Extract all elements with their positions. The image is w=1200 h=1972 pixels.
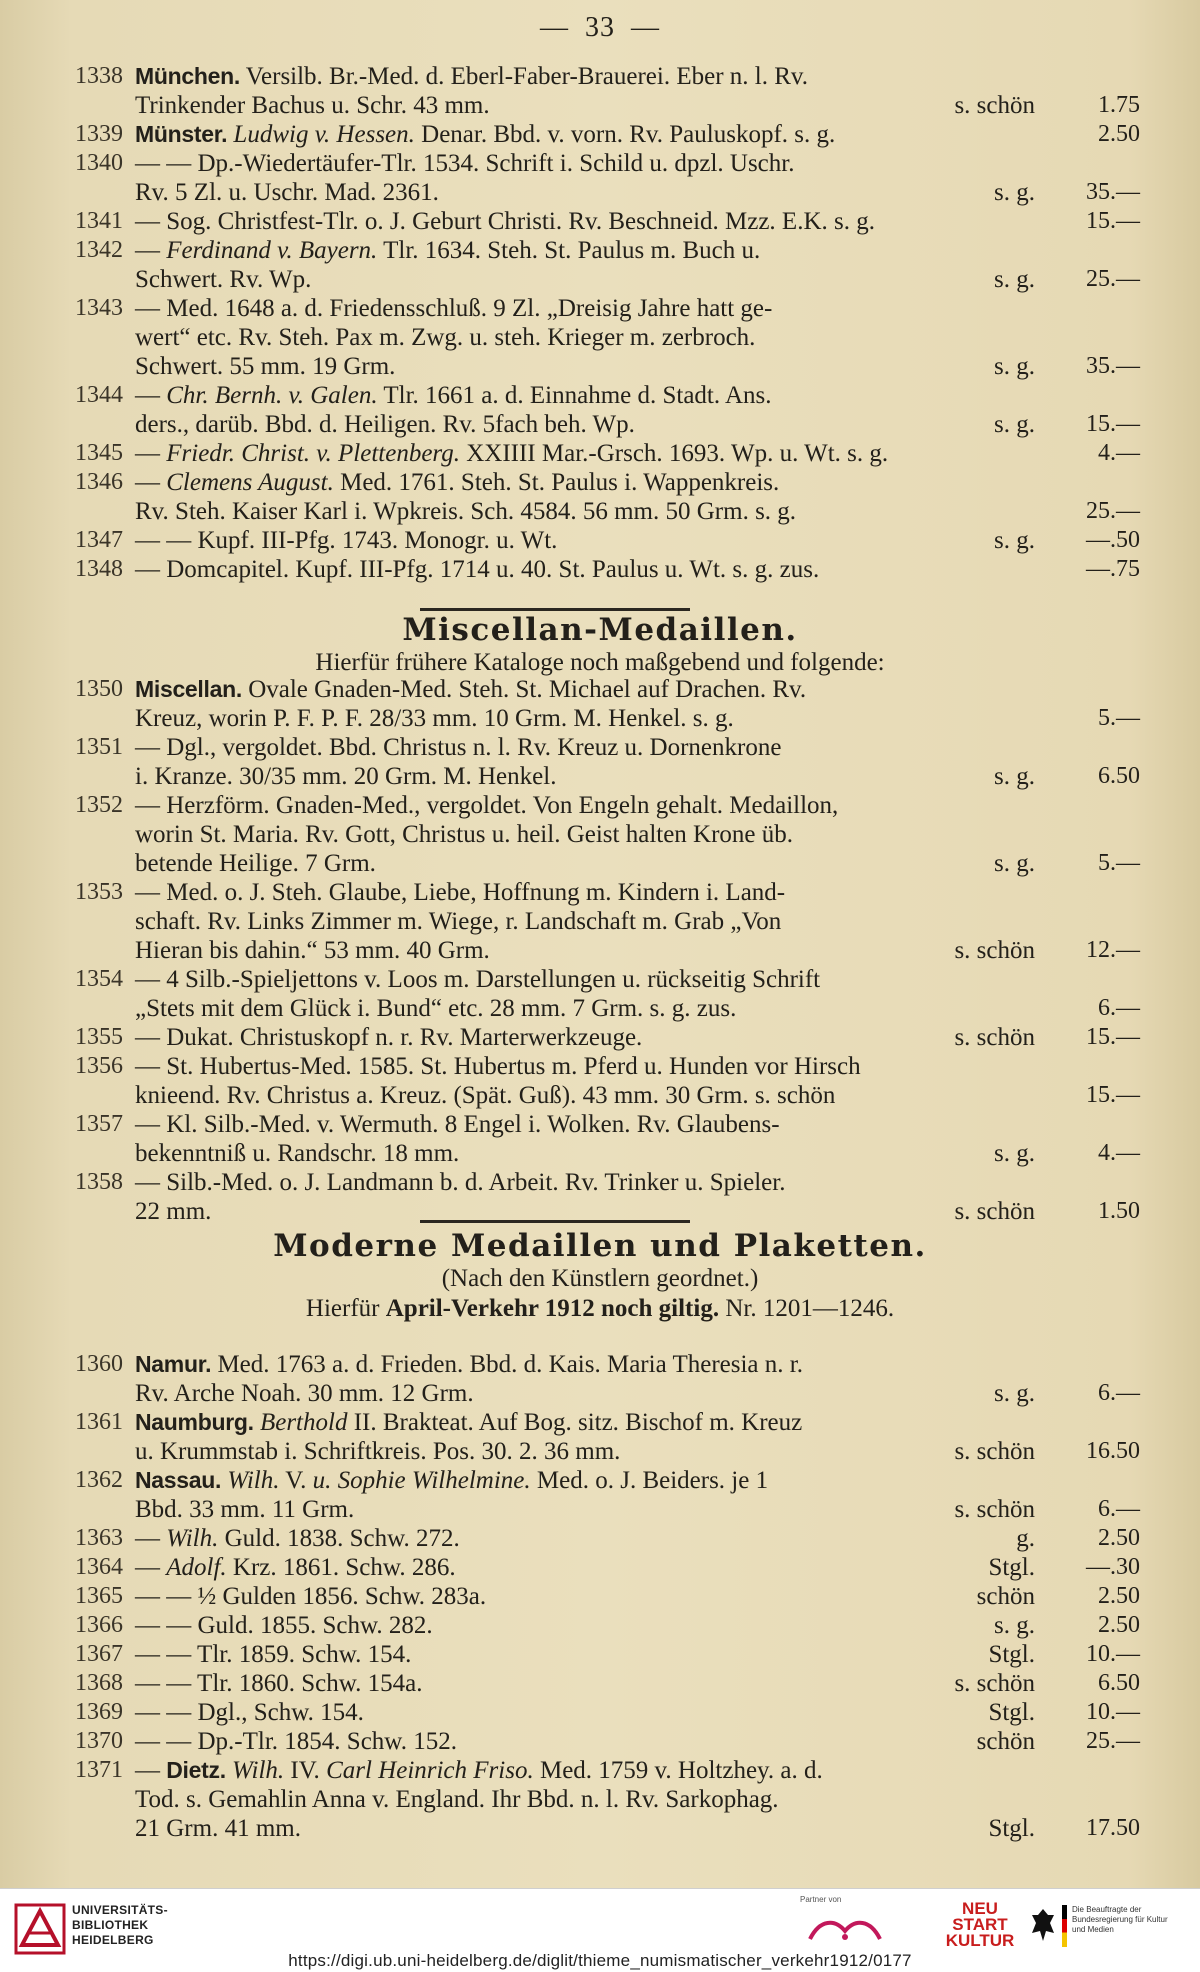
entry-number: 1344 bbox=[75, 382, 123, 408]
entry-text-line bbox=[135, 62, 1035, 91]
entry-text-line bbox=[135, 1640, 1035, 1669]
entry-price: 4.— bbox=[1098, 440, 1140, 466]
condition-grade: Stgl. bbox=[988, 1641, 1035, 1668]
entry-price: 6.— bbox=[1098, 1496, 1140, 1522]
partner-label: Partner von bbox=[800, 1895, 842, 1904]
entry-text-line bbox=[135, 439, 1035, 468]
bkm-label: Die Beauftragte der Bundesregierung für Kultur und Medien bbox=[1072, 1905, 1168, 1934]
entry-text: — bbox=[135, 469, 167, 496]
ruler-name: Berthold bbox=[259, 1409, 348, 1436]
entry-text-line bbox=[135, 236, 1035, 265]
entry-price: 15.— bbox=[1086, 1024, 1140, 1050]
entry-text: XXIIII Mar.-Grsch. 1693. Wp. u. Wt. s. g. bbox=[459, 440, 889, 467]
entries-miscellan bbox=[55, 675, 1145, 1226]
entry-text-line bbox=[135, 381, 1035, 410]
entry-number: 1371 bbox=[75, 1757, 123, 1783]
entry-price: 2.50 bbox=[1098, 1525, 1140, 1551]
section-divider bbox=[420, 608, 690, 611]
entry-number: 1369 bbox=[75, 1699, 123, 1725]
ruler-name: Friedr. Christ. v. Plettenberg. bbox=[166, 440, 460, 467]
catalogue-entry bbox=[55, 1727, 1145, 1756]
catalogue-entry bbox=[55, 965, 1145, 1023]
catalogue-entry bbox=[55, 1052, 1145, 1110]
entry-text-line bbox=[135, 1466, 1035, 1495]
entry-number: 1357 bbox=[75, 1111, 123, 1137]
condition-grade: s. schön bbox=[954, 1496, 1035, 1523]
entry-text-line bbox=[135, 675, 1035, 704]
entry-number: 1355 bbox=[75, 1024, 123, 1050]
section-heading-moderne bbox=[0, 1228, 1200, 1324]
entry-price: 5.— bbox=[1098, 705, 1140, 731]
entry-text: — — Kupf. III-Pfg. 1743. Monogr. u. Wt. bbox=[135, 527, 558, 554]
entry-text: Denar. Bbd. v. vorn. Rv. Pauluskopf. s. g. bbox=[414, 121, 836, 148]
entry-text-line bbox=[135, 704, 1035, 733]
entry-text-line bbox=[135, 1350, 1035, 1379]
entry-price: 6.— bbox=[1098, 1380, 1140, 1406]
entry-text: IV. bbox=[284, 1757, 327, 1784]
entry-text: Trinkender Bachus u. Schr. 43 mm. bbox=[135, 92, 490, 119]
entry-text-line bbox=[135, 878, 1035, 907]
entry-text: — Dgl., vergoldet. Bbd. Christus n. l. Rv. Kreuz u. Dornenkrone bbox=[135, 734, 782, 761]
partner-logo[interactable] bbox=[800, 1909, 890, 1949]
entry-text: — Herzförm. Gnaden-Med., vergoldet. Von Engeln gehalt. Medaillon, bbox=[135, 792, 839, 819]
entry-number: 1358 bbox=[75, 1169, 123, 1195]
entry-price: 4.— bbox=[1098, 1140, 1140, 1166]
entry-number: 1354 bbox=[75, 966, 123, 992]
catalogue-entry bbox=[55, 1553, 1145, 1582]
section-subtitle: (Nach den Künstlern geordnet.) bbox=[441, 1265, 759, 1292]
entry-text: — Silb.-Med. o. J. Landmann b. d. Arbeit. Rv. Trinker u. Spieler. bbox=[135, 1169, 786, 1196]
neustart-kultur-logo[interactable]: NEU START KULTUR bbox=[945, 1899, 1015, 1950]
catalogue-entry bbox=[55, 149, 1145, 207]
federal-eagle-icon bbox=[1030, 1905, 1056, 1949]
place-name: Namur. bbox=[135, 1351, 212, 1377]
entry-text-line bbox=[135, 294, 1035, 323]
entry-text-line bbox=[135, 526, 1035, 555]
condition-grade: schön bbox=[976, 1728, 1035, 1755]
entry-text-line bbox=[135, 1698, 1035, 1727]
entry-text-line bbox=[135, 1582, 1035, 1611]
entry-text-line bbox=[135, 762, 1035, 791]
entry-price: 5.— bbox=[1098, 850, 1140, 876]
entry-number: 1342 bbox=[75, 237, 123, 263]
entry-number: 1367 bbox=[75, 1641, 123, 1667]
entry-text: Versilb. Br.-Med. d. Eberl-Faber-Brauerei. Eber n. l. Rv. bbox=[239, 63, 809, 90]
catalogue-entry bbox=[55, 878, 1145, 965]
section-heading-miscellan bbox=[0, 612, 1200, 678]
catalogue-entry bbox=[55, 1023, 1145, 1052]
condition-grade: s. g. bbox=[994, 353, 1035, 380]
entry-text: — — Tlr. 1860. Schw. 154a. bbox=[135, 1670, 423, 1697]
condition-grade: s. schön bbox=[954, 1438, 1035, 1465]
entry-text: „Stets mit dem Glück i. Bund“ etc. 28 mm. 7 Grm. s. g. zus. bbox=[135, 995, 737, 1022]
entry-text: — bbox=[135, 1525, 167, 1552]
catalogue-entry bbox=[55, 381, 1145, 439]
entry-text: — 4 Silb.-Spieljettons v. Loos m. Darstellungen u. rückseitig Schrift bbox=[135, 966, 821, 993]
catalogue-entry bbox=[55, 1168, 1145, 1226]
ruler-name: Carl Heinrich Friso. bbox=[326, 1757, 534, 1784]
entry-text: — — Dgl., Schw. 154. bbox=[135, 1699, 364, 1726]
place-name: München. bbox=[135, 63, 240, 89]
entry-text: — — Tlr. 1859. Schw. 154. bbox=[135, 1641, 412, 1668]
entry-text: Rv. Arche Noah. 30 mm. 12 Grm. bbox=[135, 1380, 474, 1407]
entry-number: 1361 bbox=[75, 1409, 123, 1435]
entry-text-line bbox=[135, 468, 1035, 497]
ruler-name: Adolf. bbox=[166, 1554, 227, 1581]
condition-grade: s. schön bbox=[954, 92, 1035, 119]
catalogue-entry bbox=[55, 1408, 1145, 1466]
german-flag-stripe bbox=[1062, 1905, 1067, 1947]
ruler-name: Clemens August. bbox=[166, 469, 334, 496]
entry-text: Hieran bis dahin.“ 53 mm. 40 Grm. bbox=[135, 937, 490, 964]
entry-text-line bbox=[135, 1553, 1035, 1582]
entry-text: Kreuz, worin P. F. P. F. 28/33 mm. 10 Grm. M. Henkel. s. g. bbox=[135, 705, 734, 732]
section-note: Hierfür April-Verkehr 1912 noch giltig. Nr. 1201—1246. bbox=[305, 1295, 895, 1322]
entry-text-line bbox=[135, 1437, 1035, 1466]
entry-text: — bbox=[135, 1554, 167, 1581]
entry-price: 6.50 bbox=[1098, 1670, 1140, 1696]
condition-grade: s. g. bbox=[994, 179, 1035, 206]
section-title: Moderne Medaillen und Plaketten. bbox=[273, 1228, 927, 1264]
entry-text: Med. o. J. Beiders. je 1 bbox=[530, 1467, 769, 1494]
entry-price: 35.— bbox=[1086, 179, 1140, 205]
entry-text-line bbox=[135, 1379, 1035, 1408]
catalogue-entry bbox=[55, 1524, 1145, 1553]
entry-text: Med. 1763 a. d. Frieden. Bbd. d. Kais. Maria Theresia n. r. bbox=[211, 1351, 803, 1378]
catalogue-entry bbox=[55, 526, 1145, 555]
entry-price: 2.50 bbox=[1098, 1583, 1140, 1609]
entry-text-line bbox=[135, 1756, 1035, 1785]
ruler-name: Wilh. bbox=[227, 1467, 280, 1494]
entry-price: 1.75 bbox=[1098, 92, 1140, 118]
catalogue-entry bbox=[55, 1611, 1145, 1640]
catalogue-entry bbox=[55, 675, 1145, 733]
entry-text: — Domcapitel. Kupf. III-Pfg. 1714 u. 40. St. Paulus u. Wt. s. g. zus. bbox=[135, 556, 820, 583]
entry-text-line bbox=[135, 1785, 1035, 1814]
condition-grade: schön bbox=[976, 1583, 1035, 1610]
entry-price: 15.— bbox=[1086, 1082, 1140, 1108]
entry-text-line bbox=[135, 265, 1035, 294]
entry-number: 1365 bbox=[75, 1583, 123, 1609]
entry-text-line bbox=[135, 410, 1035, 439]
entry-price: 15.— bbox=[1086, 411, 1140, 437]
entry-text: Rv. Steh. Kaiser Karl i. Wpkreis. Sch. 4584. 56 mm. 50 Grm. s. g. bbox=[135, 498, 797, 525]
catalogue-entry bbox=[55, 1350, 1145, 1408]
entry-text-line bbox=[135, 1168, 1035, 1197]
ruler-name: Ferdinand v. Bayern. bbox=[166, 237, 378, 264]
entry-text: — Med. 1648 a. d. Friedensschluß. 9 Zl. „Dreisig Jahre hatt ge- bbox=[135, 295, 773, 322]
entry-number: 1353 bbox=[75, 879, 123, 905]
condition-grade: s. g. bbox=[994, 411, 1035, 438]
place-name: Naumburg. bbox=[135, 1409, 254, 1435]
catalogue-entry bbox=[55, 62, 1145, 120]
entry-price: 6.— bbox=[1098, 995, 1140, 1021]
condition-grade: s. schön bbox=[954, 1670, 1035, 1697]
entry-text-line bbox=[135, 1081, 1035, 1110]
ruler-name: Ludwig v. Hessen. bbox=[233, 121, 415, 148]
place-name: Nassau. bbox=[135, 1467, 222, 1493]
entry-text: — Sog. Christfest-Tlr. o. J. Geburt Christi. Rv. Beschneid. Mzz. E.K. s. g. bbox=[135, 208, 875, 235]
entry-text: Schwert. Rv. Wp. bbox=[135, 266, 312, 293]
entry-number: 1339 bbox=[75, 121, 123, 147]
entry-number: 1368 bbox=[75, 1670, 123, 1696]
entry-text-line bbox=[135, 120, 1035, 149]
condition-grade: s. schön bbox=[954, 937, 1035, 964]
entry-number: 1346 bbox=[75, 469, 123, 495]
entry-text-line bbox=[135, 1110, 1035, 1139]
entry-text: Tod. s. Gemahlin Anna v. England. Ihr Bbd. n. l. Rv. Sarkophag. bbox=[135, 1786, 779, 1813]
entry-text-line bbox=[135, 849, 1035, 878]
entry-price: 25.— bbox=[1086, 1728, 1140, 1754]
entry-number: 1347 bbox=[75, 527, 123, 553]
entry-price: 17.50 bbox=[1086, 1815, 1140, 1841]
ruler-name: Chr. Bernh. v. Galen. bbox=[166, 382, 378, 409]
entry-number: 1343 bbox=[75, 295, 123, 321]
place-name: Miscellan. bbox=[135, 676, 242, 702]
entry-price: 6.50 bbox=[1098, 763, 1140, 789]
entry-price: 35.— bbox=[1086, 353, 1140, 379]
entry-text-line bbox=[135, 994, 1035, 1023]
entry-text: — — Dp.-Wiedertäufer-Tlr. 1534. Schrift i. Schild u. dpzl. Uschr. bbox=[135, 150, 795, 177]
entry-text: u. Krummstab i. Schriftkreis. Pos. 30. 2. 36 mm. bbox=[135, 1438, 621, 1465]
catalogue-entry bbox=[55, 294, 1145, 381]
entry-text-line bbox=[135, 91, 1035, 120]
entry-text-line bbox=[135, 1023, 1035, 1052]
entry-number: 1364 bbox=[75, 1554, 123, 1580]
condition-grade: s. g. bbox=[994, 266, 1035, 293]
entry-text: Schwert. 55 mm. 19 Grm. bbox=[135, 353, 396, 380]
entry-price: 1.50 bbox=[1098, 1198, 1140, 1224]
entry-number: 1366 bbox=[75, 1612, 123, 1638]
university-library-logo[interactable] bbox=[14, 1903, 66, 1955]
place-name: Münster. bbox=[135, 121, 228, 147]
entry-number: 1350 bbox=[75, 676, 123, 702]
entry-text-line bbox=[135, 965, 1035, 994]
entry-text: worin St. Maria. Rv. Gott, Christus u. heil. Geist halten Krone üb. bbox=[135, 821, 794, 848]
condition-grade: Stgl. bbox=[988, 1554, 1035, 1581]
entry-text: Ovale Gnaden-Med. Steh. St. Michael auf Drachen. Rv. bbox=[241, 676, 807, 703]
condition-grade: s. g. bbox=[994, 850, 1035, 877]
entry-text: Bbd. 33 mm. 11 Grm. bbox=[135, 1496, 355, 1523]
catalogue-entry bbox=[55, 1582, 1145, 1611]
entry-number: 1360 bbox=[75, 1351, 123, 1377]
catalogue-entry bbox=[55, 439, 1145, 468]
entry-number: 1345 bbox=[75, 440, 123, 466]
catalogue-entry bbox=[55, 1669, 1145, 1698]
entry-text-line bbox=[135, 907, 1035, 936]
section-subtitle: Hierfür frühere Kataloge noch maßgebend und folgende: bbox=[315, 649, 885, 676]
entry-text-line bbox=[135, 207, 1035, 236]
entry-text: — Dukat. Christuskopf n. r. Rv. Marterwerkzeuge. bbox=[135, 1024, 643, 1051]
entry-text-line bbox=[135, 1139, 1035, 1168]
entry-number: 1363 bbox=[75, 1525, 123, 1551]
entry-text: Med. 1759 v. Holtzhey. a. d. bbox=[533, 1757, 823, 1784]
entry-number: 1352 bbox=[75, 792, 123, 818]
entry-text: i. Kranze. 30/35 mm. 20 Grm. M. Henkel. bbox=[135, 763, 557, 790]
entry-price: 10.— bbox=[1086, 1699, 1140, 1725]
condition-grade: s. g. bbox=[994, 1612, 1035, 1639]
entry-price: 25.— bbox=[1086, 498, 1140, 524]
entry-number: 1362 bbox=[75, 1467, 123, 1493]
catalogue-entry bbox=[55, 1640, 1145, 1669]
entry-text-line bbox=[135, 352, 1035, 381]
section-divider bbox=[420, 1220, 690, 1223]
entry-text-line bbox=[135, 178, 1035, 207]
entry-text: bekenntniß u. Randschr. 18 mm. bbox=[135, 1140, 460, 1167]
entry-number: 1370 bbox=[75, 1728, 123, 1754]
entry-text-line bbox=[135, 323, 1035, 352]
ruler-name: Wilh. bbox=[166, 1525, 219, 1552]
entry-text: Guld. 1838. Schw. 272. bbox=[218, 1525, 460, 1552]
entry-price: 16.50 bbox=[1086, 1438, 1140, 1464]
condition-grade: s. schön bbox=[954, 1198, 1035, 1225]
viewer-footer bbox=[0, 1888, 1200, 1972]
entry-text: betende Heilige. 7 Grm. bbox=[135, 850, 376, 877]
entry-text: Tlr. 1634. Steh. St. Paulus m. Buch u. bbox=[377, 237, 761, 264]
entry-number: 1351 bbox=[75, 734, 123, 760]
entry-price: —.50 bbox=[1086, 527, 1140, 553]
entry-text-line bbox=[135, 1052, 1035, 1081]
entry-price: 15.— bbox=[1086, 208, 1140, 234]
condition-grade: s. g. bbox=[994, 527, 1035, 554]
catalogue-entry bbox=[55, 555, 1145, 584]
entry-text: Krz. 1861. Schw. 286. bbox=[226, 1554, 456, 1581]
ruler-name: Wilh. bbox=[232, 1757, 285, 1784]
catalogue-entry bbox=[55, 1110, 1145, 1168]
entry-text: 22 mm. bbox=[135, 1198, 212, 1225]
university-library-name[interactable]: UNIVERSITÄTS- BIBLIOTHEK HEIDELBERG bbox=[72, 1903, 168, 1947]
catalogue-entry bbox=[55, 733, 1145, 791]
catalogue-entry bbox=[55, 1756, 1145, 1843]
entry-text-line bbox=[135, 791, 1035, 820]
section-title: Miscellan-Medaillen. bbox=[402, 612, 798, 648]
entry-text: wert“ etc. Rv. Steh. Pax m. Zwg. u. steh. Krieger m. zerbroch. bbox=[135, 324, 756, 351]
catalogue-entry bbox=[55, 468, 1145, 526]
entry-number: 1338 bbox=[75, 63, 123, 89]
entries-muenchen-muenster bbox=[55, 62, 1145, 584]
entry-text: — bbox=[135, 382, 167, 409]
entry-number: 1341 bbox=[75, 208, 123, 234]
entry-text: knieend. Rv. Christus a. Kreuz. (Spät. Guß). 43 mm. 30 Grm. s. schön bbox=[135, 1082, 836, 1109]
entry-text: 21 Grm. 41 mm. bbox=[135, 1815, 301, 1842]
entry-text-line bbox=[135, 820, 1035, 849]
entry-text-line bbox=[135, 1611, 1035, 1640]
entry-text-line bbox=[135, 497, 1035, 526]
place-name: Dietz. bbox=[166, 1757, 226, 1783]
condition-grade: Stgl. bbox=[988, 1815, 1035, 1842]
entry-price: 25.— bbox=[1086, 266, 1140, 292]
entry-text: II. Brakteat. Auf Bog. sitz. Bischof m. Kreuz bbox=[347, 1409, 803, 1436]
entry-number: 1340 bbox=[75, 150, 123, 176]
entry-text: Med. 1761. Steh. St. Paulus i. Wappenkreis. bbox=[333, 469, 780, 496]
catalogue-entry bbox=[55, 120, 1145, 149]
entry-text: — bbox=[135, 440, 167, 467]
entry-price: 12.— bbox=[1086, 937, 1140, 963]
entry-text: Rv. 5 Zl. u. Uschr. Mad. 2361. bbox=[135, 179, 439, 206]
catalogue-entry bbox=[55, 1698, 1145, 1727]
entry-text: ders., darüb. Bbd. d. Heiligen. Rv. 5fach beh. Wp. bbox=[135, 411, 635, 438]
entry-text: V. bbox=[279, 1467, 313, 1494]
entry-text-line bbox=[135, 936, 1035, 965]
entry-number: 1356 bbox=[75, 1053, 123, 1079]
entry-text-line bbox=[135, 555, 1035, 584]
catalogue-entry bbox=[55, 236, 1145, 294]
entry-price: —.75 bbox=[1086, 556, 1140, 582]
entry-price: 2.50 bbox=[1098, 1612, 1140, 1638]
entry-text-line bbox=[135, 1669, 1035, 1698]
entry-text: — Kl. Silb.-Med. v. Wermuth. 8 Engel i. Wolken. Rv. Glaubens- bbox=[135, 1111, 780, 1138]
entry-text: — Med. o. J. Steh. Glaube, Liebe, Hoffnung m. Kindern i. Land- bbox=[135, 879, 786, 906]
entry-price: 2.50 bbox=[1098, 121, 1140, 147]
entry-text-line bbox=[135, 1524, 1035, 1553]
entry-text: Tlr. 1661 a. d. Einnahme d. Stadt. Ans. bbox=[377, 382, 772, 409]
catalogue-entry bbox=[55, 791, 1145, 878]
entry-text: — — ½ Gulden 1856. Schw. 283a. bbox=[135, 1583, 487, 1610]
condition-grade: g. bbox=[1016, 1525, 1035, 1552]
entry-price: —.30 bbox=[1086, 1554, 1140, 1580]
entry-text-line bbox=[135, 1495, 1035, 1524]
entry-number: 1348 bbox=[75, 556, 123, 582]
entry-text-line bbox=[135, 149, 1035, 178]
catalogue-entry bbox=[55, 207, 1145, 236]
entries-namur-nassau bbox=[55, 1350, 1145, 1843]
page-url[interactable]: https://digi.ub.uni-heidelberg.de/diglit/thieme_numismatischer_verkehr1912/0177 bbox=[288, 1951, 912, 1970]
entry-text: — — Guld. 1855. Schw. 282. bbox=[135, 1612, 433, 1639]
entry-text: — bbox=[135, 237, 167, 264]
entry-text: — bbox=[135, 1757, 167, 1784]
condition-grade: s. g. bbox=[994, 1140, 1035, 1167]
condition-grade: s. g. bbox=[994, 763, 1035, 790]
ruler-name: u. Sophie Wilhelmine. bbox=[312, 1467, 531, 1494]
entry-text: schaft. Rv. Links Zimmer m. Wiege, r. Landschaft m. Grab „Von bbox=[135, 908, 782, 935]
entry-price: 10.— bbox=[1086, 1641, 1140, 1667]
condition-grade: s. schön bbox=[954, 1024, 1035, 1051]
entry-text: — — Dp.-Tlr. 1854. Schw. 152. bbox=[135, 1728, 457, 1755]
condition-grade: s. g. bbox=[994, 1380, 1035, 1407]
entry-text: — St. Hubertus-Med. 1585. St. Hubertus m. Pferd u. Hunden vor Hirsch bbox=[135, 1053, 861, 1080]
page-number: — 33 — bbox=[540, 12, 660, 43]
condition-grade: Stgl. bbox=[988, 1699, 1035, 1726]
catalogue-entry bbox=[55, 1466, 1145, 1524]
entry-text-line bbox=[135, 1814, 1035, 1843]
entry-text-line bbox=[135, 733, 1035, 762]
entry-text-line bbox=[135, 1727, 1035, 1756]
entry-text-line bbox=[135, 1408, 1035, 1437]
